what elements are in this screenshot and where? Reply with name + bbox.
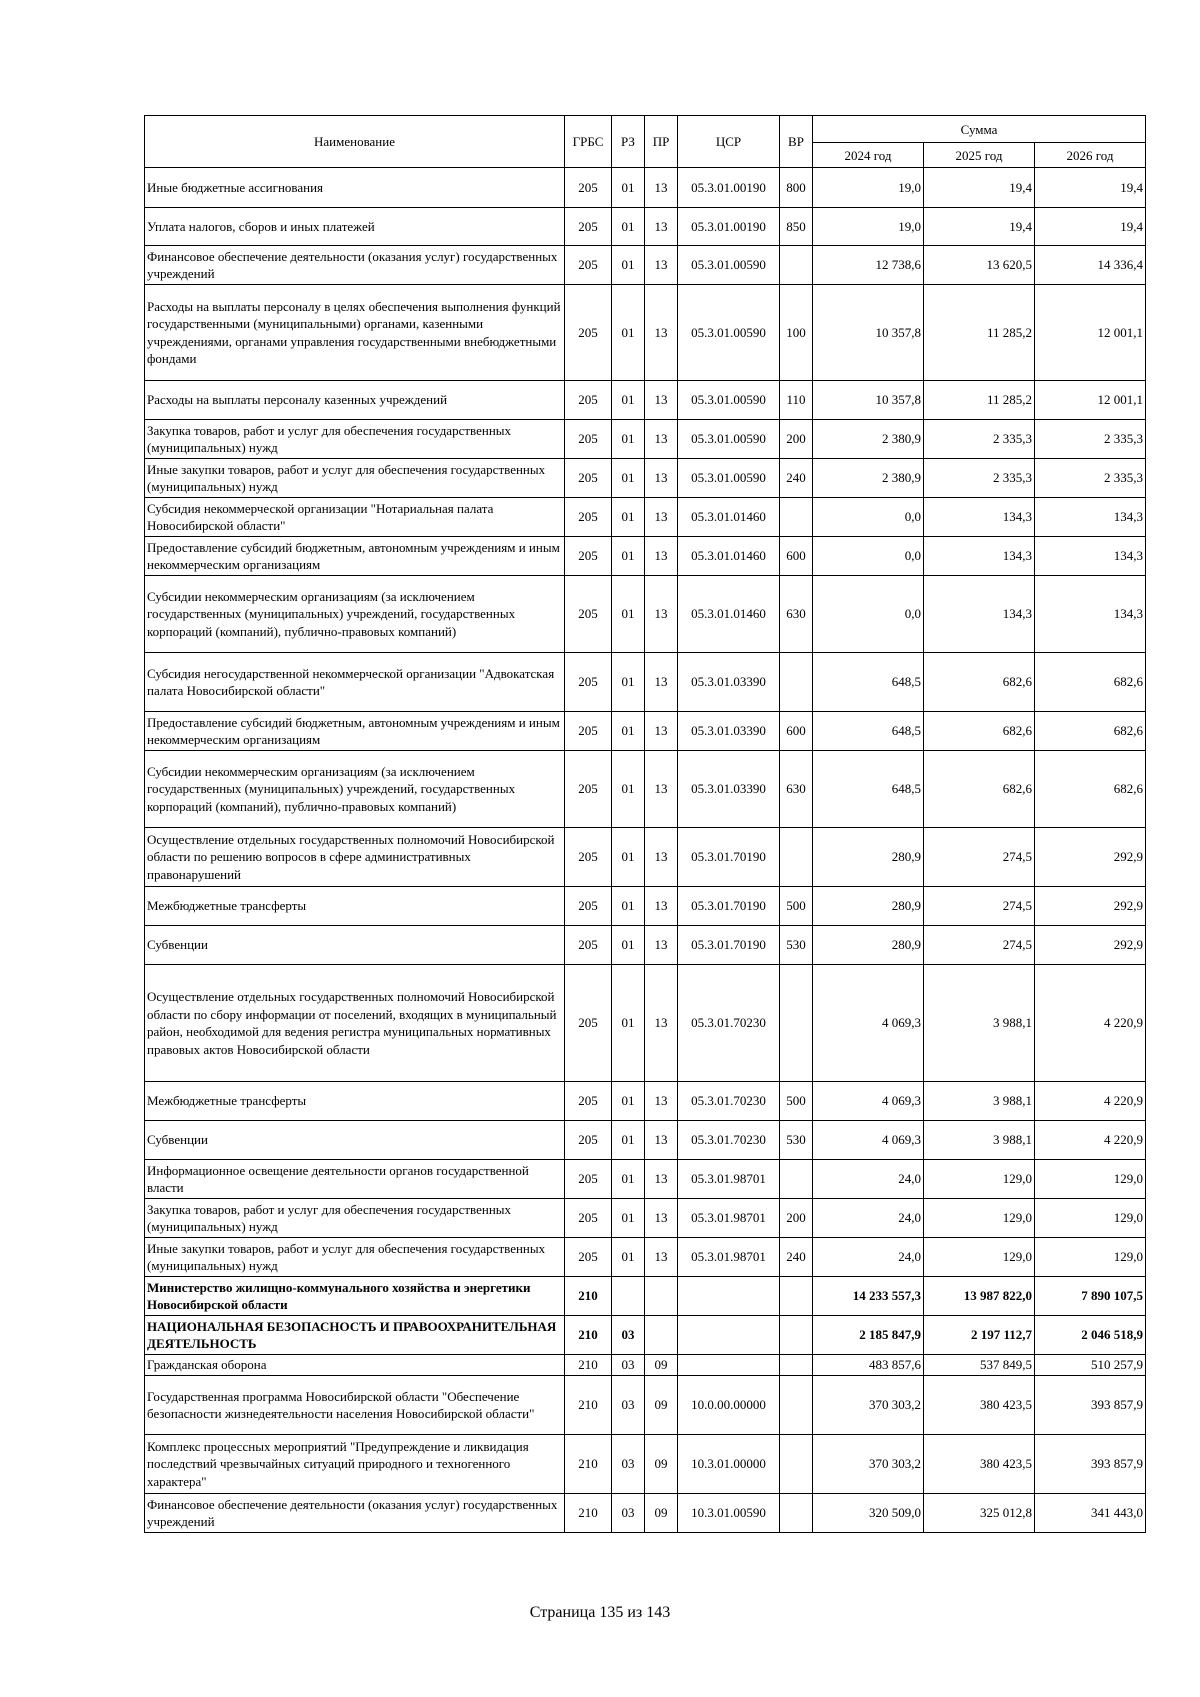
row-vr: 530 — [780, 1121, 813, 1160]
row-name: Информационное освещение деятельности органов государственной власти — [145, 1160, 565, 1199]
row-pr: 13 — [645, 208, 678, 246]
row-value-2025: 274,5 — [924, 926, 1035, 965]
row-rz: 01 — [612, 1082, 645, 1121]
row-pr: 13 — [645, 498, 678, 537]
row-csr: 05.3.01.03390 — [678, 751, 780, 828]
row-pr: 13 — [645, 926, 678, 965]
row-pr: 13 — [645, 381, 678, 420]
row-grbs: 205 — [565, 246, 612, 285]
row-vr — [780, 1494, 813, 1533]
table-row — [145, 1494, 1146, 1533]
row-value-2025: 274,5 — [924, 887, 1035, 926]
row-value-2025: 134,3 — [924, 498, 1035, 537]
row-value-2025: 129,0 — [924, 1160, 1035, 1199]
row-pr: 13 — [645, 285, 678, 381]
row-value-2024: 483 857,6 — [813, 1355, 924, 1376]
table-row — [145, 1355, 1146, 1376]
row-value-2025: 134,3 — [924, 576, 1035, 653]
page-number: Страница 135 из 143 — [529, 1604, 671, 1621]
row-value-2026: 4 220,9 — [1035, 1121, 1146, 1160]
row-name: Субсидии некоммерческим организациям (за исключением государственных (муниципальных) учреждений, государственных корпораций (компаний), публично-правовых компаний) — [145, 576, 565, 653]
row-value-2025: 325 012,8 — [924, 1494, 1035, 1533]
row-value-2026: 19,4 — [1035, 208, 1146, 246]
table-row — [145, 965, 1146, 1082]
col-header-2025: 2025 год — [924, 143, 1035, 168]
row-value-2024: 0,0 — [813, 498, 924, 537]
table-row — [145, 926, 1146, 965]
row-value-2026: 2 335,3 — [1035, 420, 1146, 459]
row-name: Межбюджетные трансферты — [145, 1082, 565, 1121]
row-vr — [780, 1316, 813, 1355]
row-grbs: 205 — [565, 1199, 612, 1238]
row-pr: 13 — [645, 1082, 678, 1121]
row-name: НАЦИОНАЛЬНАЯ БЕЗОПАСНОСТЬ И ПРАВООХРАНИТЕЛЬНАЯ ДЕЯТЕЛЬНОСТЬ — [145, 1316, 565, 1355]
row-rz: 01 — [612, 246, 645, 285]
row-value-2026: 134,3 — [1035, 537, 1146, 576]
col-header-csr: ЦСР — [678, 116, 780, 168]
table-row — [145, 498, 1146, 537]
row-name: Закупка товаров, работ и услуг для обеспечения государственных (муниципальных) нужд — [145, 420, 565, 459]
row-rz — [612, 1277, 645, 1316]
row-value-2026: 129,0 — [1035, 1238, 1146, 1277]
row-value-2025: 380 423,5 — [924, 1376, 1035, 1435]
row-value-2025: 2 197 112,7 — [924, 1316, 1035, 1355]
row-value-2024: 4 069,3 — [813, 965, 924, 1082]
table-body — [145, 168, 1146, 1533]
row-pr: 13 — [645, 965, 678, 1082]
row-vr: 500 — [780, 887, 813, 926]
row-rz: 01 — [612, 208, 645, 246]
row-name: Министерство жилищно-коммунального хозяйства и энергетики Новосибирской области — [145, 1277, 565, 1316]
row-value-2025: 13 620,5 — [924, 246, 1035, 285]
row-vr — [780, 246, 813, 285]
row-name: Осуществление отдельных государственных полномочий Новосибирской области по сбору информации от поселений, входящих в муниципальный район, необходимой для ведения регистра муниципальных нормативных правовых актов Новосибирской области — [145, 965, 565, 1082]
row-value-2024: 24,0 — [813, 1160, 924, 1199]
row-vr: 240 — [780, 459, 813, 498]
row-pr: 13 — [645, 246, 678, 285]
row-name: Государственная программа Новосибирской области "Обеспечение безопасности жизнедеятельности населения Новосибирской области" — [145, 1376, 565, 1435]
row-grbs: 210 — [565, 1376, 612, 1435]
row-value-2024: 10 357,8 — [813, 285, 924, 381]
row-value-2026: 4 220,9 — [1035, 965, 1146, 1082]
row-csr — [678, 1355, 780, 1376]
row-vr: 800 — [780, 168, 813, 208]
row-grbs: 205 — [565, 498, 612, 537]
row-csr: 05.3.01.98701 — [678, 1199, 780, 1238]
table-row — [145, 168, 1146, 208]
row-value-2024: 648,5 — [813, 712, 924, 751]
row-vr: 240 — [780, 1238, 813, 1277]
row-value-2025: 19,4 — [924, 168, 1035, 208]
row-name: Иные бюджетные ассигнования — [145, 168, 565, 208]
row-value-2024: 370 303,2 — [813, 1376, 924, 1435]
row-pr: 13 — [645, 168, 678, 208]
row-value-2026: 134,3 — [1035, 576, 1146, 653]
row-csr: 05.3.01.00190 — [678, 168, 780, 208]
row-rz: 01 — [612, 1199, 645, 1238]
row-value-2025: 3 988,1 — [924, 1121, 1035, 1160]
row-pr: 13 — [645, 537, 678, 576]
row-value-2026: 19,4 — [1035, 168, 1146, 208]
row-value-2025: 682,6 — [924, 653, 1035, 712]
row-rz: 03 — [612, 1435, 645, 1494]
row-grbs: 210 — [565, 1355, 612, 1376]
row-value-2026: 682,6 — [1035, 751, 1146, 828]
row-pr — [645, 1316, 678, 1355]
row-value-2025: 11 285,2 — [924, 381, 1035, 420]
row-value-2025: 2 335,3 — [924, 420, 1035, 459]
row-value-2025: 3 988,1 — [924, 965, 1035, 1082]
row-rz: 01 — [612, 1121, 645, 1160]
row-pr: 13 — [645, 1238, 678, 1277]
row-csr: 05.3.01.00590 — [678, 285, 780, 381]
row-value-2024: 19,0 — [813, 208, 924, 246]
row-vr: 630 — [780, 751, 813, 828]
row-rz: 01 — [612, 887, 645, 926]
row-rz: 01 — [612, 1238, 645, 1277]
row-value-2024: 24,0 — [813, 1238, 924, 1277]
row-grbs: 205 — [565, 712, 612, 751]
table-row — [145, 381, 1146, 420]
row-value-2025: 274,5 — [924, 828, 1035, 887]
row-value-2026: 682,6 — [1035, 653, 1146, 712]
table-header — [145, 116, 1146, 168]
table-row — [145, 1277, 1146, 1316]
row-name: Субсидии некоммерческим организациям (за исключением государственных (муниципальных) учреждений, государственных корпораций (компаний), публично-правовых компаний) — [145, 751, 565, 828]
row-vr: 500 — [780, 1082, 813, 1121]
row-grbs: 210 — [565, 1494, 612, 1533]
row-name: Закупка товаров, работ и услуг для обеспечения государственных (муниципальных) нужд — [145, 1199, 565, 1238]
row-grbs: 205 — [565, 1121, 612, 1160]
table-row — [145, 653, 1146, 712]
table-row — [145, 1238, 1146, 1277]
row-value-2024: 648,5 — [813, 653, 924, 712]
row-rz: 01 — [612, 576, 645, 653]
row-vr: 100 — [780, 285, 813, 381]
table-row — [145, 1121, 1146, 1160]
row-value-2026: 2 335,3 — [1035, 459, 1146, 498]
row-csr: 10.0.00.00000 — [678, 1376, 780, 1435]
row-csr — [678, 1316, 780, 1355]
row-name: Расходы на выплаты персоналу казенных учреждений — [145, 381, 565, 420]
row-value-2026: 14 336,4 — [1035, 246, 1146, 285]
row-rz: 01 — [612, 1160, 645, 1199]
row-grbs: 205 — [565, 168, 612, 208]
row-pr: 13 — [645, 420, 678, 459]
row-pr: 13 — [645, 1199, 678, 1238]
row-value-2026: 12 001,1 — [1035, 381, 1146, 420]
row-name: Финансовое обеспечение деятельности (оказания услуг) государственных учреждений — [145, 1494, 565, 1533]
row-value-2026: 2 046 518,9 — [1035, 1316, 1146, 1355]
row-grbs: 205 — [565, 537, 612, 576]
table-row — [145, 246, 1146, 285]
row-csr: 05.3.01.03390 — [678, 712, 780, 751]
row-vr: 630 — [780, 576, 813, 653]
row-vr: 200 — [780, 1199, 813, 1238]
budget-table — [144, 115, 1146, 1533]
row-csr: 05.3.01.00590 — [678, 459, 780, 498]
table-row — [145, 1160, 1146, 1199]
row-value-2024: 280,9 — [813, 828, 924, 887]
row-name: Субвенции — [145, 926, 565, 965]
row-value-2025: 537 849,5 — [924, 1355, 1035, 1376]
row-value-2024: 648,5 — [813, 751, 924, 828]
row-value-2024: 0,0 — [813, 537, 924, 576]
row-vr — [780, 1160, 813, 1199]
row-rz: 01 — [612, 926, 645, 965]
table-row — [145, 1082, 1146, 1121]
row-value-2024: 10 357,8 — [813, 381, 924, 420]
row-rz: 03 — [612, 1494, 645, 1533]
row-value-2026: 7 890 107,5 — [1035, 1277, 1146, 1316]
row-grbs: 205 — [565, 887, 612, 926]
row-csr: 05.3.01.98701 — [678, 1238, 780, 1277]
col-header-name: Наименование — [145, 116, 565, 168]
row-rz: 01 — [612, 285, 645, 381]
row-grbs: 205 — [565, 828, 612, 887]
row-pr — [645, 1277, 678, 1316]
row-name: Субвенции — [145, 1121, 565, 1160]
table-row — [145, 285, 1146, 381]
row-vr — [780, 653, 813, 712]
row-pr: 09 — [645, 1376, 678, 1435]
row-vr: 600 — [780, 712, 813, 751]
row-pr: 13 — [645, 828, 678, 887]
row-pr: 13 — [645, 751, 678, 828]
row-rz: 01 — [612, 381, 645, 420]
row-rz: 01 — [612, 537, 645, 576]
row-vr — [780, 1435, 813, 1494]
row-rz: 01 — [612, 965, 645, 1082]
table-row — [145, 751, 1146, 828]
row-rz: 01 — [612, 653, 645, 712]
table-row — [145, 712, 1146, 751]
col-header-2026: 2026 год — [1035, 143, 1146, 168]
row-pr: 13 — [645, 1121, 678, 1160]
row-vr — [780, 965, 813, 1082]
row-value-2026: 134,3 — [1035, 498, 1146, 537]
row-value-2026: 129,0 — [1035, 1160, 1146, 1199]
row-value-2025: 2 335,3 — [924, 459, 1035, 498]
row-value-2024: 370 303,2 — [813, 1435, 924, 1494]
row-rz: 01 — [612, 828, 645, 887]
row-value-2025: 682,6 — [924, 712, 1035, 751]
row-name: Уплата налогов, сборов и иных платежей — [145, 208, 565, 246]
row-value-2025: 129,0 — [924, 1238, 1035, 1277]
table-row — [145, 420, 1146, 459]
row-csr: 05.3.01.00590 — [678, 420, 780, 459]
row-value-2026: 341 443,0 — [1035, 1494, 1146, 1533]
row-pr: 13 — [645, 1160, 678, 1199]
row-value-2026: 393 857,9 — [1035, 1376, 1146, 1435]
row-value-2025: 11 285,2 — [924, 285, 1035, 381]
row-name: Комплекс процессных мероприятий "Предупреждение и ликвидация последствий чрезвычайных ситуаций природного и техногенного характера" — [145, 1435, 565, 1494]
row-csr: 05.3.01.70190 — [678, 828, 780, 887]
row-csr: 05.3.01.00590 — [678, 381, 780, 420]
row-name: Гражданская оборона — [145, 1355, 565, 1376]
row-value-2026: 682,6 — [1035, 712, 1146, 751]
row-name: Расходы на выплаты персоналу в целях обеспечения выполнения функций государственными (муниципальными) органами, казенными учреждениями, органами управления государственными внебюджетными фондами — [145, 285, 565, 381]
row-grbs: 205 — [565, 285, 612, 381]
row-csr: 05.3.01.00590 — [678, 246, 780, 285]
row-vr: 600 — [780, 537, 813, 576]
row-value-2024: 24,0 — [813, 1199, 924, 1238]
row-grbs: 210 — [565, 1277, 612, 1316]
row-grbs: 205 — [565, 1082, 612, 1121]
table-row — [145, 828, 1146, 887]
row-pr: 09 — [645, 1355, 678, 1376]
row-rz: 03 — [612, 1316, 645, 1355]
row-value-2026: 393 857,9 — [1035, 1435, 1146, 1494]
row-grbs: 205 — [565, 420, 612, 459]
table-row — [145, 459, 1146, 498]
table-row — [145, 887, 1146, 926]
row-value-2024: 14 233 557,3 — [813, 1277, 924, 1316]
row-name: Субсидия негосударственной некоммерческой организации "Адвокатская палата Новосибирской области" — [145, 653, 565, 712]
table-row — [145, 537, 1146, 576]
row-grbs: 210 — [565, 1435, 612, 1494]
row-grbs: 205 — [565, 965, 612, 1082]
row-value-2025: 380 423,5 — [924, 1435, 1035, 1494]
row-grbs: 205 — [565, 926, 612, 965]
row-pr: 13 — [645, 576, 678, 653]
row-value-2026: 4 220,9 — [1035, 1082, 1146, 1121]
row-value-2024: 0,0 — [813, 576, 924, 653]
row-name: Осуществление отдельных государственных полномочий Новосибирской области по решению вопросов в сфере административных правонарушений — [145, 828, 565, 887]
row-rz: 01 — [612, 751, 645, 828]
row-vr — [780, 1277, 813, 1316]
row-name: Иные закупки товаров, работ и услуг для обеспечения государственных (муниципальных) нужд — [145, 1238, 565, 1277]
row-vr: 530 — [780, 926, 813, 965]
row-csr: 05.3.01.01460 — [678, 537, 780, 576]
col-header-vr: ВР — [780, 116, 813, 168]
row-value-2026: 12 001,1 — [1035, 285, 1146, 381]
row-rz: 01 — [612, 168, 645, 208]
row-csr: 05.3.01.98701 — [678, 1160, 780, 1199]
row-vr: 200 — [780, 420, 813, 459]
row-rz: 01 — [612, 498, 645, 537]
table-row — [145, 1316, 1146, 1355]
row-pr: 13 — [645, 712, 678, 751]
row-name: Финансовое обеспечение деятельности (оказания услуг) государственных учреждений — [145, 246, 565, 285]
row-vr — [780, 1355, 813, 1376]
row-value-2025: 134,3 — [924, 537, 1035, 576]
row-value-2026: 292,9 — [1035, 887, 1146, 926]
row-value-2025: 13 987 822,0 — [924, 1277, 1035, 1316]
row-vr: 110 — [780, 381, 813, 420]
row-pr: 13 — [645, 459, 678, 498]
row-value-2025: 129,0 — [924, 1199, 1035, 1238]
row-grbs: 205 — [565, 208, 612, 246]
row-csr: 10.3.01.00000 — [678, 1435, 780, 1494]
row-rz: 01 — [612, 420, 645, 459]
row-value-2024: 19,0 — [813, 168, 924, 208]
col-header-sum: Сумма — [813, 116, 1146, 143]
row-pr: 13 — [645, 653, 678, 712]
row-grbs: 205 — [565, 751, 612, 828]
row-csr: 05.3.01.70190 — [678, 887, 780, 926]
row-name: Предоставление субсидий бюджетным, автономным учреждениям и иным некоммерческим организациям — [145, 537, 565, 576]
row-value-2025: 3 988,1 — [924, 1082, 1035, 1121]
row-grbs: 205 — [565, 1160, 612, 1199]
row-name: Межбюджетные трансферты — [145, 887, 565, 926]
row-csr: 05.3.01.70230 — [678, 1121, 780, 1160]
row-grbs: 205 — [565, 1238, 612, 1277]
table-row — [145, 1435, 1146, 1494]
row-grbs: 205 — [565, 381, 612, 420]
row-value-2024: 280,9 — [813, 887, 924, 926]
row-value-2026: 292,9 — [1035, 926, 1146, 965]
row-csr: 10.3.01.00590 — [678, 1494, 780, 1533]
row-value-2026: 292,9 — [1035, 828, 1146, 887]
row-csr: 05.3.01.03390 — [678, 653, 780, 712]
col-header-grbs: ГРБС — [565, 116, 612, 168]
row-rz: 01 — [612, 712, 645, 751]
row-name: Предоставление субсидий бюджетным, автономным учреждениям и иным некоммерческим организациям — [145, 712, 565, 751]
row-rz: 01 — [612, 459, 645, 498]
row-value-2026: 510 257,9 — [1035, 1355, 1146, 1376]
row-csr: 05.3.01.00190 — [678, 208, 780, 246]
row-value-2024: 280,9 — [813, 926, 924, 965]
row-pr: 09 — [645, 1494, 678, 1533]
table-row — [145, 208, 1146, 246]
row-grbs: 205 — [565, 459, 612, 498]
col-header-pr: ПР — [645, 116, 678, 168]
row-vr — [780, 498, 813, 537]
row-csr — [678, 1277, 780, 1316]
row-csr: 05.3.01.70230 — [678, 965, 780, 1082]
row-pr: 13 — [645, 887, 678, 926]
row-csr: 05.3.01.70230 — [678, 1082, 780, 1121]
table-row — [145, 1376, 1146, 1435]
col-header-2024: 2024 год — [813, 143, 924, 168]
row-vr — [780, 1376, 813, 1435]
table-row — [145, 1199, 1146, 1238]
row-value-2025: 682,6 — [924, 751, 1035, 828]
table-row — [145, 576, 1146, 653]
row-rz: 03 — [612, 1355, 645, 1376]
row-grbs: 210 — [565, 1316, 612, 1355]
row-csr: 05.3.01.01460 — [678, 498, 780, 537]
row-rz: 03 — [612, 1376, 645, 1435]
row-csr: 05.3.01.01460 — [678, 576, 780, 653]
row-value-2025: 19,4 — [924, 208, 1035, 246]
row-value-2024: 2 185 847,9 — [813, 1316, 924, 1355]
row-value-2024: 320 509,0 — [813, 1494, 924, 1533]
col-header-rz: РЗ — [612, 116, 645, 168]
row-value-2024: 12 738,6 — [813, 246, 924, 285]
row-value-2024: 2 380,9 — [813, 459, 924, 498]
row-value-2024: 2 380,9 — [813, 420, 924, 459]
row-value-2024: 4 069,3 — [813, 1082, 924, 1121]
row-value-2024: 4 069,3 — [813, 1121, 924, 1160]
row-pr: 09 — [645, 1435, 678, 1494]
row-vr: 850 — [780, 208, 813, 246]
row-grbs: 205 — [565, 653, 612, 712]
row-csr: 05.3.01.70190 — [678, 926, 780, 965]
row-vr — [780, 828, 813, 887]
row-name: Иные закупки товаров, работ и услуг для обеспечения государственных (муниципальных) нужд — [145, 459, 565, 498]
row-value-2026: 129,0 — [1035, 1199, 1146, 1238]
row-grbs: 205 — [565, 576, 612, 653]
row-name: Субсидия некоммерческой организации "Нотариальная палата Новосибирской области" — [145, 498, 565, 537]
